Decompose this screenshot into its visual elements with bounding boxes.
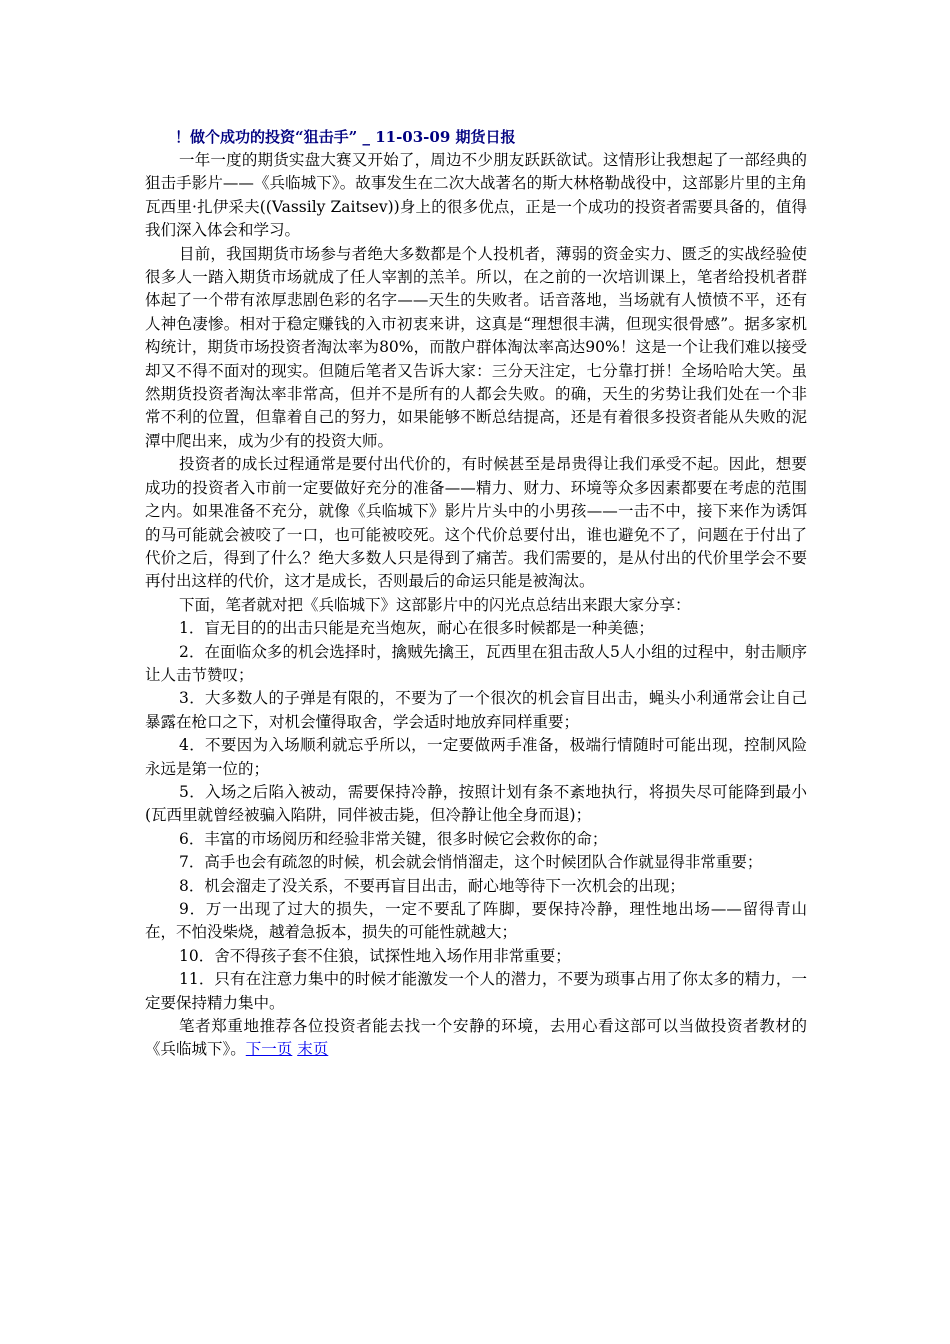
- paragraph: 投资者的成长过程通常是要付出代价的，有时候甚至是昂贵得让我们承受不起。因此，想要成功的投资者入市前一定要做好充分的准备——精力、财力、环境等众多因素都要在考虑的范围之内。如果准备不充分，就像《兵临城下》影片片头中的小男孩——一击不中，接下来作为诱饵的马可能就会被咬了一口，也可能被咬死。这个代价总要付出，谁也避免不了，问题在于付出了代价之后，得到了什么？绝大多数人只是得到了痛苦。我们需要的，是从付出的代价里学会不要再付出这样的代价，这才是成长，否则最后的命运只能是被淘汰。: [145, 455, 807, 591]
- list-item: 9．万一出现了过大的损失，一定不要乱了阵脚，要保持冷静，理性地出场——留得青山在，不怕没柴烧，越着急扳本，损失的可能性就越大；: [145, 900, 807, 942]
- next-page-link[interactable]: 下一页: [245, 1040, 293, 1059]
- list-item: 11．只有在注意力集中的时候才能激发一个人的潜力，不要为琐事占用了你太多的精力，一定要保持精力集中。: [145, 970, 807, 1012]
- closing-text: 笔者郑重地推荐各位投资者能去找一个安静的环境，去用心看这部可以当做投资者教材的《兵临城下》。: [145, 1017, 807, 1059]
- list-item: 1．盲无目的的出击只能是充当炮灰，耐心在很多时候都是一种美德；: [179, 619, 654, 638]
- article-title: ！做个成功的投资“狙击手” _ 11-03-09 期货日报: [175, 128, 516, 146]
- last-page-link[interactable]: 末页: [297, 1040, 329, 1059]
- list-item: 10．舍不得孩子套不住狼，试探性地入场作用非常重要；: [179, 946, 571, 965]
- list-item: 5．入场之后陷入被动，需要保持冷静，按照计划有条不紊地执行，将损失尽可能降到最小(瓦西里就曾经被骗入陷阱，同伴被击毙，但冷静让他全身而退)；: [145, 782, 807, 825]
- list-item: 8．机会溜走了没关系，不要再盲目出击，耐心地等待下一次机会的出现；: [179, 876, 685, 895]
- list-item: 2．在面临众多的机会选择时，擒贼先擒王，瓦西里在狙击敌人5人小组的过程中，射击顺序让人击节赞叹；: [145, 642, 807, 684]
- paragraph: 下面，笔者就对把《兵临城下》这部影片中的闪光点总结出来跟大家分享：: [179, 595, 691, 614]
- paragraph: 一年一度的期货实盘大赛又开始了，周边不少朋友跃跃欲试。这情形让我想起了一部经典的狙击手影片——《兵临城下》。故事发生在二次大战著名的斯大林格勒战役中，这部影片里的主角瓦西里·扎伊采夫((Vassily Zaitsev))身上的很多优点，正是一个成功的投资者需要具备的，值得我们深入体会和学习。: [145, 151, 807, 240]
- closing-paragraph: [145, 1015, 807, 1062]
- list-item: 4．不要因为入场顺利就忘乎所以，一定要做两手准备，极端行情随时可能出现，控制风险永远是第一位的；: [145, 736, 807, 778]
- list-item: 7．高手也会有疏忽的时候，机会就会悄悄溜走，这个时候团队合作就显得非常重要；: [179, 853, 763, 872]
- list-item: 6．丰富的市场阅历和经验非常关键，很多时候它会救你的命；: [179, 829, 608, 848]
- list-item: 3．大多数人的子弹是有限的，不要为了一个很次的机会盲目出击，蝇头小利通常会让自己暴露在枪口之下，对机会懂得取舍，学会适时地放弃同样重要；: [145, 689, 807, 731]
- article: [145, 126, 807, 1062]
- paragraph: 目前，我国期货市场参与者绝大多数都是个人投机者，薄弱的资金实力、匮乏的实战经验使很多人一踏入期货市场就成了任人宰割的羔羊。所以，在之前的一次培训课上，笔者给投机者群体起了一个带有浓厚悲剧色彩的名字——天生的失败者。话音落地，当场就有人愤愤不平，还有人神色凄惨。相对于稳定赚钱的入市初衷来讲，这真是“理想很丰满，但现实很骨感”。据多家机构统计，期货市场投资者淘汰率为80%，而散户群体淘汰率高达90%！这是一个让我们难以接受却又不得不面对的现实。但随后笔者又告诉大家：三分天注定，七分靠打拼！全场哈哈大笑。虽然期货投资者淘汰率非常高，但并不是所有的人都会失败。的确，天生的劣势让我们处在一个非常不利的位置，但靠着自己的努力，如果能够不断总结提高，还是有着很多投资者能从失败的泥潭中爬出来，成为少有的投资大师。: [145, 244, 807, 450]
